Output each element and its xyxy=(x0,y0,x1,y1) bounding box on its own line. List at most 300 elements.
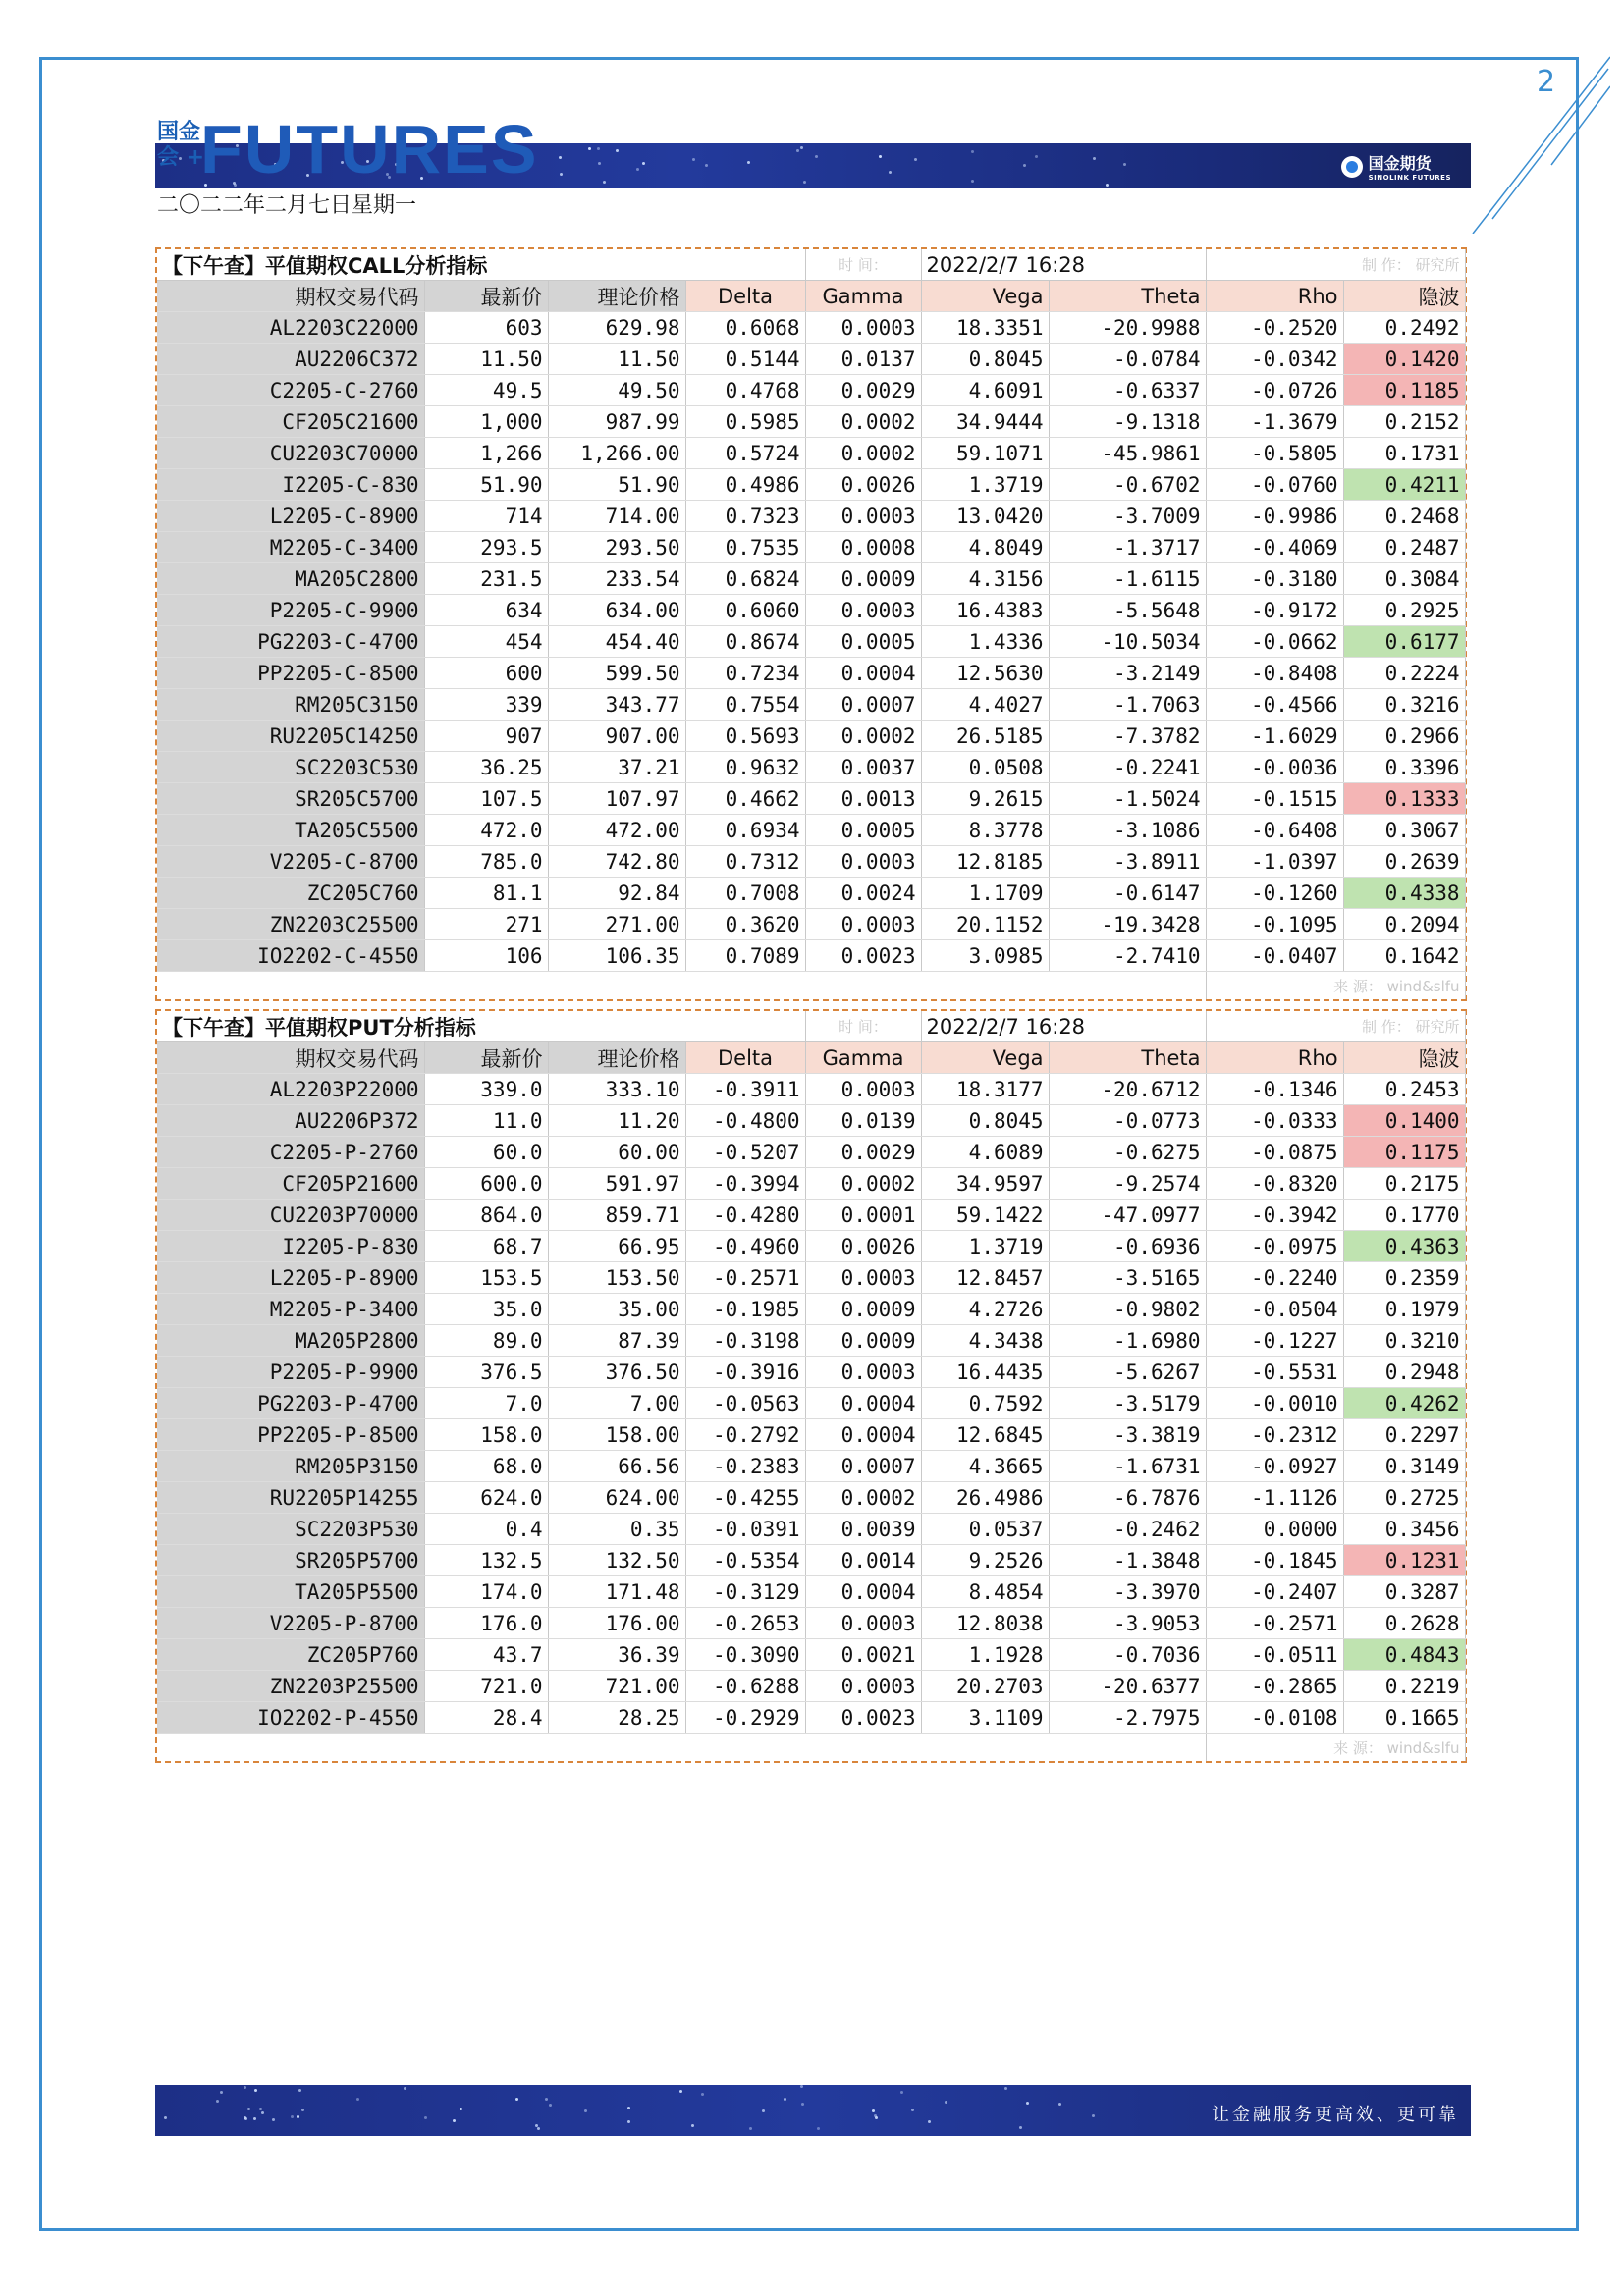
value-cell: 0.0003 xyxy=(805,909,921,940)
star-dot xyxy=(914,158,917,161)
value-cell: 4.6091 xyxy=(921,375,1049,406)
value-cell: 0.3287 xyxy=(1343,1576,1465,1608)
star-dot xyxy=(627,2107,630,2109)
option-code-cell: TA205C5500 xyxy=(157,815,424,846)
value-cell: 0.3067 xyxy=(1343,815,1465,846)
table-row xyxy=(157,469,1465,501)
value-cell: 132.50 xyxy=(548,1545,685,1576)
value-cell: -20.9988 xyxy=(1049,312,1206,344)
value-cell: 51.90 xyxy=(548,469,685,501)
value-cell: 907 xyxy=(424,721,548,752)
value-cell: -0.5531 xyxy=(1206,1357,1343,1388)
table-source: 来 源： wind&slfu xyxy=(1206,972,1465,1000)
value-cell: 9.2526 xyxy=(921,1545,1049,1576)
value-cell: -0.6702 xyxy=(1049,469,1206,501)
star-dot xyxy=(272,2118,275,2121)
star-dot xyxy=(545,2098,548,2101)
star-dot xyxy=(1093,157,1096,160)
star-dot xyxy=(701,2093,704,2096)
value-cell: 0.3084 xyxy=(1343,563,1465,595)
value-cell: -3.5179 xyxy=(1049,1388,1206,1419)
value-cell: 233.54 xyxy=(548,563,685,595)
star-dot xyxy=(1023,164,1026,167)
table-row xyxy=(157,1482,1465,1514)
star-dot xyxy=(879,155,882,158)
put-analysis-table xyxy=(155,1009,1467,1763)
option-code-cell: CF205C21600 xyxy=(157,406,424,438)
value-cell: 0.3149 xyxy=(1343,1451,1465,1482)
value-cell: -1.3679 xyxy=(1206,406,1343,438)
value-cell: 343.77 xyxy=(548,689,685,721)
column-header: 理论价格 xyxy=(548,281,685,312)
value-cell: 0.2224 xyxy=(1343,658,1465,689)
table-footer-row xyxy=(157,1734,1465,1762)
value-cell: -2.7410 xyxy=(1049,940,1206,972)
column-header: 期权交易代码 xyxy=(157,1042,424,1074)
value-cell: 12.5630 xyxy=(921,658,1049,689)
value-cell: 0.7535 xyxy=(685,532,805,563)
table-header-row xyxy=(157,281,1465,312)
value-cell: 0.2487 xyxy=(1343,532,1465,563)
option-code-cell: PP2205-P-8500 xyxy=(157,1419,424,1451)
value-cell: 0.3396 xyxy=(1343,752,1465,783)
option-code-cell: CU2203C70000 xyxy=(157,438,424,469)
value-cell: 454 xyxy=(424,626,548,658)
value-cell: 0.6177 xyxy=(1343,626,1465,658)
value-cell: 376.50 xyxy=(548,1357,685,1388)
value-cell: -19.3428 xyxy=(1049,909,1206,940)
value-cell: -0.2929 xyxy=(685,1702,805,1734)
value-cell: 0.0026 xyxy=(805,1231,921,1262)
value-cell: 12.8185 xyxy=(921,846,1049,878)
value-cell: 0.35 xyxy=(548,1514,685,1545)
value-cell: 0.0005 xyxy=(805,815,921,846)
brand-sub: SINOLINK FUTURES xyxy=(1368,174,1451,182)
value-cell: -3.7009 xyxy=(1049,501,1206,532)
value-cell: -7.3782 xyxy=(1049,721,1206,752)
table-row xyxy=(157,721,1465,752)
value-cell: -6.7876 xyxy=(1049,1482,1206,1514)
value-cell: -1.3848 xyxy=(1049,1545,1206,1576)
value-cell: 0.4338 xyxy=(1343,878,1465,909)
value-cell: 106 xyxy=(424,940,548,972)
value-cell: -0.8408 xyxy=(1206,658,1343,689)
value-cell: -0.4960 xyxy=(685,1231,805,1262)
value-cell: 0.4363 xyxy=(1343,1231,1465,1262)
value-cell: 0.7554 xyxy=(685,689,805,721)
table-row xyxy=(157,1576,1465,1608)
option-code-cell: PG2203-C-4700 xyxy=(157,626,424,658)
value-cell: -9.2574 xyxy=(1049,1168,1206,1200)
star-dot xyxy=(801,2103,804,2106)
value-cell: 339 xyxy=(424,689,548,721)
value-cell: -0.3090 xyxy=(685,1639,805,1671)
column-header: 期权交易代码 xyxy=(157,281,424,312)
value-cell: -0.3942 xyxy=(1206,1200,1343,1231)
value-cell: -0.0504 xyxy=(1206,1294,1343,1325)
star-dot xyxy=(971,180,974,183)
table-row xyxy=(157,689,1465,721)
table-row xyxy=(157,1325,1465,1357)
value-cell: 0.0009 xyxy=(805,1325,921,1357)
value-cell: -0.2241 xyxy=(1049,752,1206,783)
star-dot xyxy=(705,164,708,167)
value-cell: 0.0008 xyxy=(805,532,921,563)
star-dot xyxy=(749,2127,752,2130)
option-code-cell: IO2202-C-4550 xyxy=(157,940,424,972)
value-cell: 472.00 xyxy=(548,815,685,846)
option-code-cell: AL2203C22000 xyxy=(157,312,424,344)
star-dot xyxy=(460,2108,462,2110)
column-header: Theta xyxy=(1049,281,1206,312)
value-cell: 0.7008 xyxy=(685,878,805,909)
value-cell: -0.3129 xyxy=(685,1576,805,1608)
value-cell: 176.0 xyxy=(424,1608,548,1639)
table-source: 来 源： wind&slfu xyxy=(1206,1734,1465,1762)
value-cell: -0.4566 xyxy=(1206,689,1343,721)
option-code-cell: AL2203P22000 xyxy=(157,1074,424,1105)
value-cell: 0.4768 xyxy=(685,375,805,406)
value-cell: 0.0026 xyxy=(805,469,921,501)
value-cell: -0.2462 xyxy=(1049,1514,1206,1545)
value-cell: 8.4854 xyxy=(921,1576,1049,1608)
star-dot xyxy=(1092,2114,1095,2117)
value-cell: 0.2094 xyxy=(1343,909,1465,940)
table-row xyxy=(157,1545,1465,1576)
value-cell: -1.5024 xyxy=(1049,783,1206,815)
value-cell: -0.0342 xyxy=(1206,344,1343,375)
option-code-cell: RM205P3150 xyxy=(157,1451,424,1482)
value-cell: 376.5 xyxy=(424,1357,548,1388)
value-cell: -0.1227 xyxy=(1206,1325,1343,1357)
value-cell: 16.4435 xyxy=(921,1357,1049,1388)
brand-name: 国金期货 xyxy=(1368,154,1432,173)
value-cell: -2.7975 xyxy=(1049,1702,1206,1734)
value-cell: 0.0004 xyxy=(805,1419,921,1451)
value-cell: 333.10 xyxy=(548,1074,685,1105)
value-cell: 3.0985 xyxy=(921,940,1049,972)
value-cell: -3.3970 xyxy=(1049,1576,1206,1608)
value-cell: -0.2240 xyxy=(1206,1262,1343,1294)
value-cell: 158.00 xyxy=(548,1419,685,1451)
value-cell: 4.2726 xyxy=(921,1294,1049,1325)
option-code-cell: RM205C3150 xyxy=(157,689,424,721)
table-title-row xyxy=(157,1011,1465,1042)
table-title-row xyxy=(157,249,1465,281)
value-cell: 0.2639 xyxy=(1343,846,1465,878)
value-cell: -0.0333 xyxy=(1206,1105,1343,1137)
value-cell: 66.95 xyxy=(548,1231,685,1262)
value-cell: 7.00 xyxy=(548,1388,685,1419)
value-cell: -0.0784 xyxy=(1049,344,1206,375)
star-dot xyxy=(244,2086,246,2089)
value-cell: 3.1109 xyxy=(921,1702,1049,1734)
value-cell: -0.0726 xyxy=(1206,375,1343,406)
star-dot xyxy=(817,2127,820,2130)
value-cell: 0.0021 xyxy=(805,1639,921,1671)
value-cell: 0.0003 xyxy=(805,1671,921,1702)
value-cell: -0.1845 xyxy=(1206,1545,1343,1576)
value-cell: 600 xyxy=(424,658,548,689)
value-cell: -0.0391 xyxy=(685,1514,805,1545)
value-cell: -5.6267 xyxy=(1049,1357,1206,1388)
value-cell: 0.0005 xyxy=(805,626,921,658)
value-cell: -0.2865 xyxy=(1206,1671,1343,1702)
value-cell: 11.50 xyxy=(424,344,548,375)
option-code-cell: MA205C2800 xyxy=(157,563,424,595)
value-cell: 0.0004 xyxy=(805,1576,921,1608)
star-dot xyxy=(404,2087,406,2090)
value-cell: 742.80 xyxy=(548,846,685,878)
star-dot xyxy=(803,181,806,184)
value-cell: 0.4843 xyxy=(1343,1639,1465,1671)
value-cell: 0.2628 xyxy=(1343,1608,1465,1639)
value-cell: 11.20 xyxy=(548,1105,685,1137)
star-dot xyxy=(800,146,803,149)
star-dot xyxy=(747,161,750,164)
table-row xyxy=(157,532,1465,563)
table-row xyxy=(157,626,1465,658)
value-cell: 624.00 xyxy=(548,1482,685,1514)
star-dot xyxy=(549,2104,552,2107)
value-cell: 859.71 xyxy=(548,1200,685,1231)
option-code-cell: PG2203-P-4700 xyxy=(157,1388,424,1419)
value-cell: 603 xyxy=(424,312,548,344)
star-dot xyxy=(928,2120,931,2123)
value-cell: 0.6068 xyxy=(685,312,805,344)
star-dot xyxy=(1058,2103,1061,2106)
value-cell: 0.0003 xyxy=(805,1357,921,1388)
value-cell: -10.5034 xyxy=(1049,626,1206,658)
value-cell: 0.2152 xyxy=(1343,406,1465,438)
table-row xyxy=(157,595,1465,626)
value-cell: 0.0003 xyxy=(805,1608,921,1639)
value-cell: 51.90 xyxy=(424,469,548,501)
star-dot xyxy=(796,149,799,152)
value-cell: 12.8457 xyxy=(921,1262,1049,1294)
option-code-cell: CU2203P70000 xyxy=(157,1200,424,1231)
value-cell: 624.0 xyxy=(424,1482,548,1514)
value-cell: 81.1 xyxy=(424,878,548,909)
star-dot xyxy=(1004,2087,1007,2090)
value-cell: 0.0037 xyxy=(805,752,921,783)
star-dot xyxy=(872,2109,875,2112)
value-cell: 59.1071 xyxy=(921,438,1049,469)
table-row xyxy=(157,878,1465,909)
table-row xyxy=(157,1168,1465,1200)
table-row xyxy=(157,1357,1465,1388)
column-header: 最新价 xyxy=(424,281,548,312)
value-cell: -0.0773 xyxy=(1049,1105,1206,1137)
value-cell: -0.1515 xyxy=(1206,783,1343,815)
value-cell: -0.0108 xyxy=(1206,1702,1343,1734)
value-cell: -20.6712 xyxy=(1049,1074,1206,1105)
value-cell: -0.9172 xyxy=(1206,595,1343,626)
value-cell: -1.6980 xyxy=(1049,1325,1206,1357)
value-cell: -0.3911 xyxy=(685,1074,805,1105)
star-dot xyxy=(297,2115,299,2118)
value-cell: 0.2966 xyxy=(1343,721,1465,752)
option-code-cell: P2205-P-9900 xyxy=(157,1357,424,1388)
value-cell: 36.39 xyxy=(548,1639,685,1671)
value-cell: 0.7323 xyxy=(685,501,805,532)
column-header: Vega xyxy=(921,281,1049,312)
column-header: Rho xyxy=(1206,1042,1343,1074)
value-cell: 107.5 xyxy=(424,783,548,815)
star-dot xyxy=(164,2116,167,2119)
option-code-cell: SC2203P530 xyxy=(157,1514,424,1545)
value-cell: 0.0007 xyxy=(805,689,921,721)
star-dot xyxy=(220,2091,223,2094)
value-cell: 714 xyxy=(424,501,548,532)
value-cell: 11.50 xyxy=(548,344,685,375)
value-cell: 0.0003 xyxy=(805,1074,921,1105)
column-header: 最新价 xyxy=(424,1042,548,1074)
table-row xyxy=(157,909,1465,940)
star-dot xyxy=(800,2085,803,2088)
value-cell: 132.5 xyxy=(424,1545,548,1576)
value-cell: 864.0 xyxy=(424,1200,548,1231)
option-code-cell: ZN2203P25500 xyxy=(157,1671,424,1702)
table-row xyxy=(157,1671,1465,1702)
value-cell: 106.35 xyxy=(548,940,685,972)
value-cell: -0.0875 xyxy=(1206,1137,1343,1168)
star-dot xyxy=(298,2089,301,2092)
table-row xyxy=(157,1608,1465,1639)
column-header: 理论价格 xyxy=(548,1042,685,1074)
value-cell: -45.9861 xyxy=(1049,438,1206,469)
value-cell: 4.4027 xyxy=(921,689,1049,721)
value-cell: 0.4211 xyxy=(1343,469,1465,501)
value-cell: 0.6824 xyxy=(685,563,805,595)
value-cell: 0.3210 xyxy=(1343,1325,1465,1357)
value-cell: 987.99 xyxy=(548,406,685,438)
table-row xyxy=(157,1514,1465,1545)
value-cell: 171.48 xyxy=(548,1576,685,1608)
table-row xyxy=(157,563,1465,595)
table-row xyxy=(157,1702,1465,1734)
call-analysis-table xyxy=(155,247,1467,1001)
value-cell: -0.2571 xyxy=(1206,1608,1343,1639)
value-cell: 8.3778 xyxy=(921,815,1049,846)
value-cell: 0.0029 xyxy=(805,375,921,406)
value-cell: 339.0 xyxy=(424,1074,548,1105)
value-cell: 0.0002 xyxy=(805,1168,921,1200)
table-row xyxy=(157,1231,1465,1262)
option-code-cell: ZC205P760 xyxy=(157,1639,424,1671)
value-cell: 60.0 xyxy=(424,1137,548,1168)
star-dot xyxy=(1106,184,1109,187)
value-cell: 0.2297 xyxy=(1343,1419,1465,1451)
column-header: Delta xyxy=(685,1042,805,1074)
value-cell: 0.2492 xyxy=(1343,312,1465,344)
value-cell: 0.2359 xyxy=(1343,1262,1465,1294)
value-cell: 35.00 xyxy=(548,1294,685,1325)
value-cell: 20.2703 xyxy=(921,1671,1049,1702)
value-cell: 721.0 xyxy=(424,1671,548,1702)
value-cell: 4.3438 xyxy=(921,1325,1049,1357)
value-cell: 0.0003 xyxy=(805,501,921,532)
value-cell: 0.1175 xyxy=(1343,1137,1465,1168)
column-header: 隐波 xyxy=(1343,1042,1465,1074)
value-cell: 0.0002 xyxy=(805,406,921,438)
value-cell: 13.0420 xyxy=(921,501,1049,532)
column-header: Theta xyxy=(1049,1042,1206,1074)
value-cell: 1.4336 xyxy=(921,626,1049,658)
value-cell: 0.0003 xyxy=(805,595,921,626)
value-cell: -0.0010 xyxy=(1206,1388,1343,1419)
table-title: 【下午查】平值期权CALL分析指标 xyxy=(157,249,805,281)
value-cell: -0.9986 xyxy=(1206,501,1343,532)
value-cell: 107.97 xyxy=(548,783,685,815)
value-cell: 20.1152 xyxy=(921,909,1049,940)
option-code-cell: L2205-P-8900 xyxy=(157,1262,424,1294)
value-cell: -0.5805 xyxy=(1206,438,1343,469)
value-cell: -0.3994 xyxy=(685,1168,805,1200)
value-cell: 454.40 xyxy=(548,626,685,658)
value-cell: 0.0139 xyxy=(805,1105,921,1137)
value-cell: 0.0024 xyxy=(805,878,921,909)
value-cell: 1.1928 xyxy=(921,1639,1049,1671)
value-cell: 293.5 xyxy=(424,532,548,563)
brand-logo xyxy=(1341,151,1451,182)
option-code-cell: SR205P5700 xyxy=(157,1545,424,1576)
value-cell: 0.4 xyxy=(424,1514,548,1545)
column-header: Delta xyxy=(685,281,805,312)
table-row xyxy=(157,312,1465,344)
value-cell: 0.8045 xyxy=(921,344,1049,375)
value-cell: 0.2725 xyxy=(1343,1482,1465,1514)
table-row xyxy=(157,406,1465,438)
value-cell: 271 xyxy=(424,909,548,940)
value-cell: 0.0537 xyxy=(921,1514,1049,1545)
table-row xyxy=(157,752,1465,783)
value-cell: 0.0014 xyxy=(805,1545,921,1576)
value-cell: -0.2792 xyxy=(685,1419,805,1451)
option-code-cell: V2205-P-8700 xyxy=(157,1608,424,1639)
value-cell: -0.0407 xyxy=(1206,940,1343,972)
value-cell: 0.8045 xyxy=(921,1105,1049,1137)
value-cell: -3.3819 xyxy=(1049,1419,1206,1451)
value-cell: -0.1260 xyxy=(1206,878,1343,909)
value-cell: 0.0004 xyxy=(805,1388,921,1419)
option-code-cell: ZC205C760 xyxy=(157,878,424,909)
value-cell: 0.0002 xyxy=(805,438,921,469)
value-cell: 0.2948 xyxy=(1343,1357,1465,1388)
value-cell: 0.3216 xyxy=(1343,689,1465,721)
value-cell: 0.0007 xyxy=(805,1451,921,1482)
option-code-cell: M2205-P-3400 xyxy=(157,1294,424,1325)
star-dot xyxy=(889,171,892,174)
value-cell: -0.6408 xyxy=(1206,815,1343,846)
value-cell: 0.5693 xyxy=(685,721,805,752)
value-cell: 1,000 xyxy=(424,406,548,438)
table-row xyxy=(157,940,1465,972)
value-cell: 0.4262 xyxy=(1343,1388,1465,1419)
value-cell: 0.0009 xyxy=(805,563,921,595)
value-cell: 0.7089 xyxy=(685,940,805,972)
value-cell: -0.4280 xyxy=(685,1200,805,1231)
value-cell: 18.3177 xyxy=(921,1074,1049,1105)
value-cell: -0.1095 xyxy=(1206,909,1343,940)
value-cell: 12.8038 xyxy=(921,1608,1049,1639)
value-cell: 0.0003 xyxy=(805,1262,921,1294)
value-cell: -0.3180 xyxy=(1206,563,1343,595)
value-cell: 0.1420 xyxy=(1343,344,1465,375)
value-cell: 153.50 xyxy=(548,1262,685,1294)
star-dot xyxy=(584,2109,587,2112)
value-cell: -20.6377 xyxy=(1049,1671,1206,1702)
